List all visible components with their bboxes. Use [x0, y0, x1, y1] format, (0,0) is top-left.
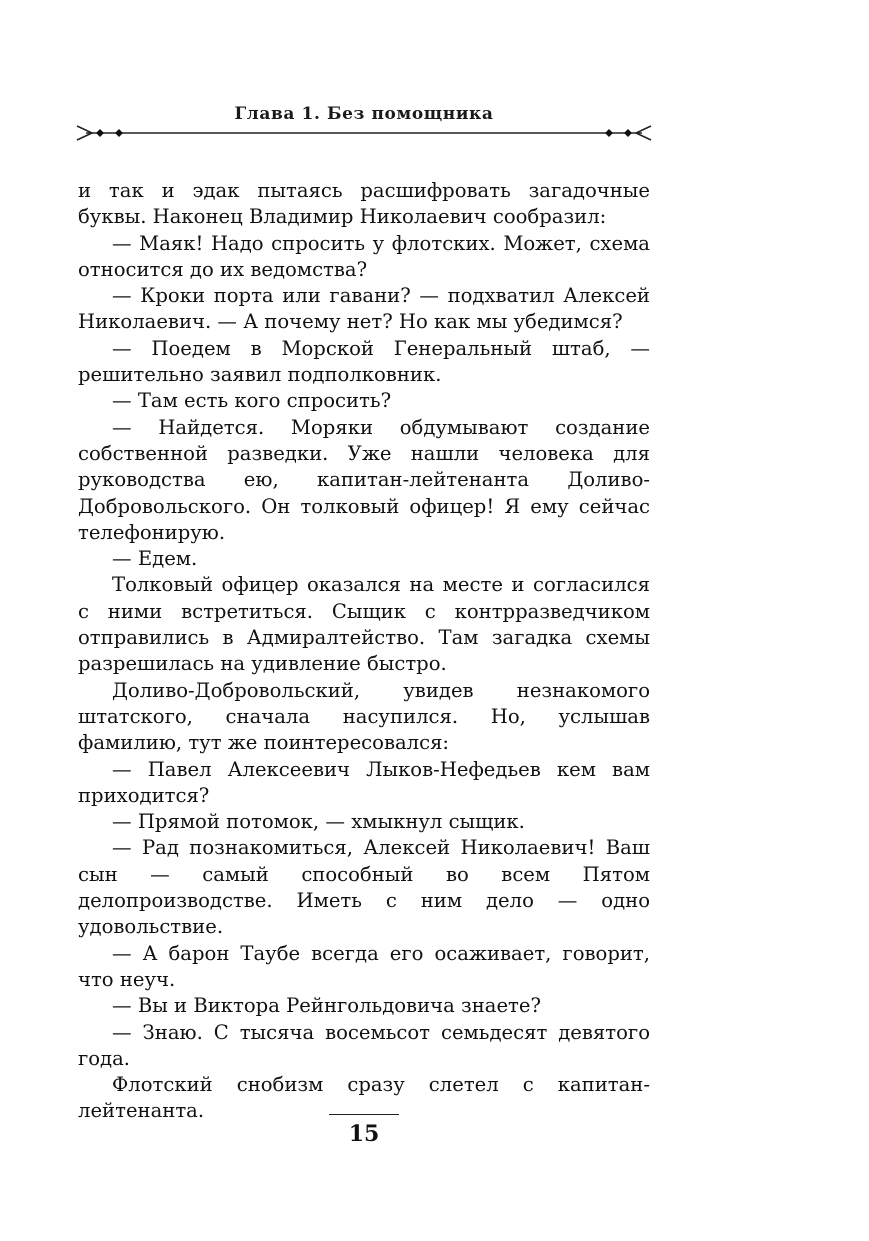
paragraph: — Прямой потомок, — хмыкнул сыщик.: [112, 810, 525, 834]
paragraph: — Рад познакомиться, Алексей Николаевич! Ваш сын — самый способный во всем Пятом делопроизводстве. Иметь с ним дело — одно удовольствие.: [78, 836, 650, 939]
body-text: [78, 178, 650, 1125]
paragraph: — А барон Таубе всегда его осаживает, говорит, что неуч.: [78, 941, 650, 991]
paragraph: — Поедем в Морской Генеральный штаб, — решительно заявил подполковник.: [78, 336, 650, 387]
paragraph: — Маяк! Надо спросить у флотских. Может, схема относится до их ведомства?: [78, 231, 650, 281]
paragraph: — Там есть кого спросить?: [112, 389, 392, 413]
paragraph: — Кроки порта или гавани? — подхватил Алексей Николаевич. — А почему нет? Но как мы убедимся?: [78, 284, 650, 334]
paragraph: и так и эдак пытаясь расшифровать загадочные буквы. Наконец Владимир Николаевич сообразил:: [78, 179, 650, 229]
paragraph: Флотский снобизм сразу слетел с капитан-лейтенанта.: [78, 1073, 650, 1123]
divider-ornament-icon: [76, 124, 652, 142]
paragraph: Толковый офицер оказался на месте и согласился с ними встретиться. Сыщик с контрразведчиком отправились в Адмиралтейство. Там загадка схемы разрешилась на удивление быстро.: [78, 573, 650, 676]
paragraph: — Знаю. С тысяча восемьсот семьдесят девятого года.: [78, 1020, 650, 1070]
paragraph: — Павел Алексеевич Лыков-Нефедьев кем вам приходится?: [78, 757, 650, 807]
paragraph: — Найдется. Моряки обдумывают создание собственной разведки. Уже нашли человека для руководства ею, капитан-лейтенанта Доливо-Добровольского. Он толковый офицер! Я ему сейчас телефонирую.: [78, 415, 650, 544]
page-number-rule: [329, 1114, 399, 1115]
running-head: Глава 1. Без помощника: [234, 104, 494, 124]
paragraph: — Вы и Виктора Рейнгольдовича знаете?: [112, 994, 541, 1018]
paragraph: — Едем.: [112, 547, 198, 571]
paragraph: Доливо-Добровольский, увидев незнакомого штатского, сначала насупился. Но, услышав фамилию, тут же поинтересовался:: [78, 678, 650, 755]
page-number: 15: [348, 1121, 380, 1147]
